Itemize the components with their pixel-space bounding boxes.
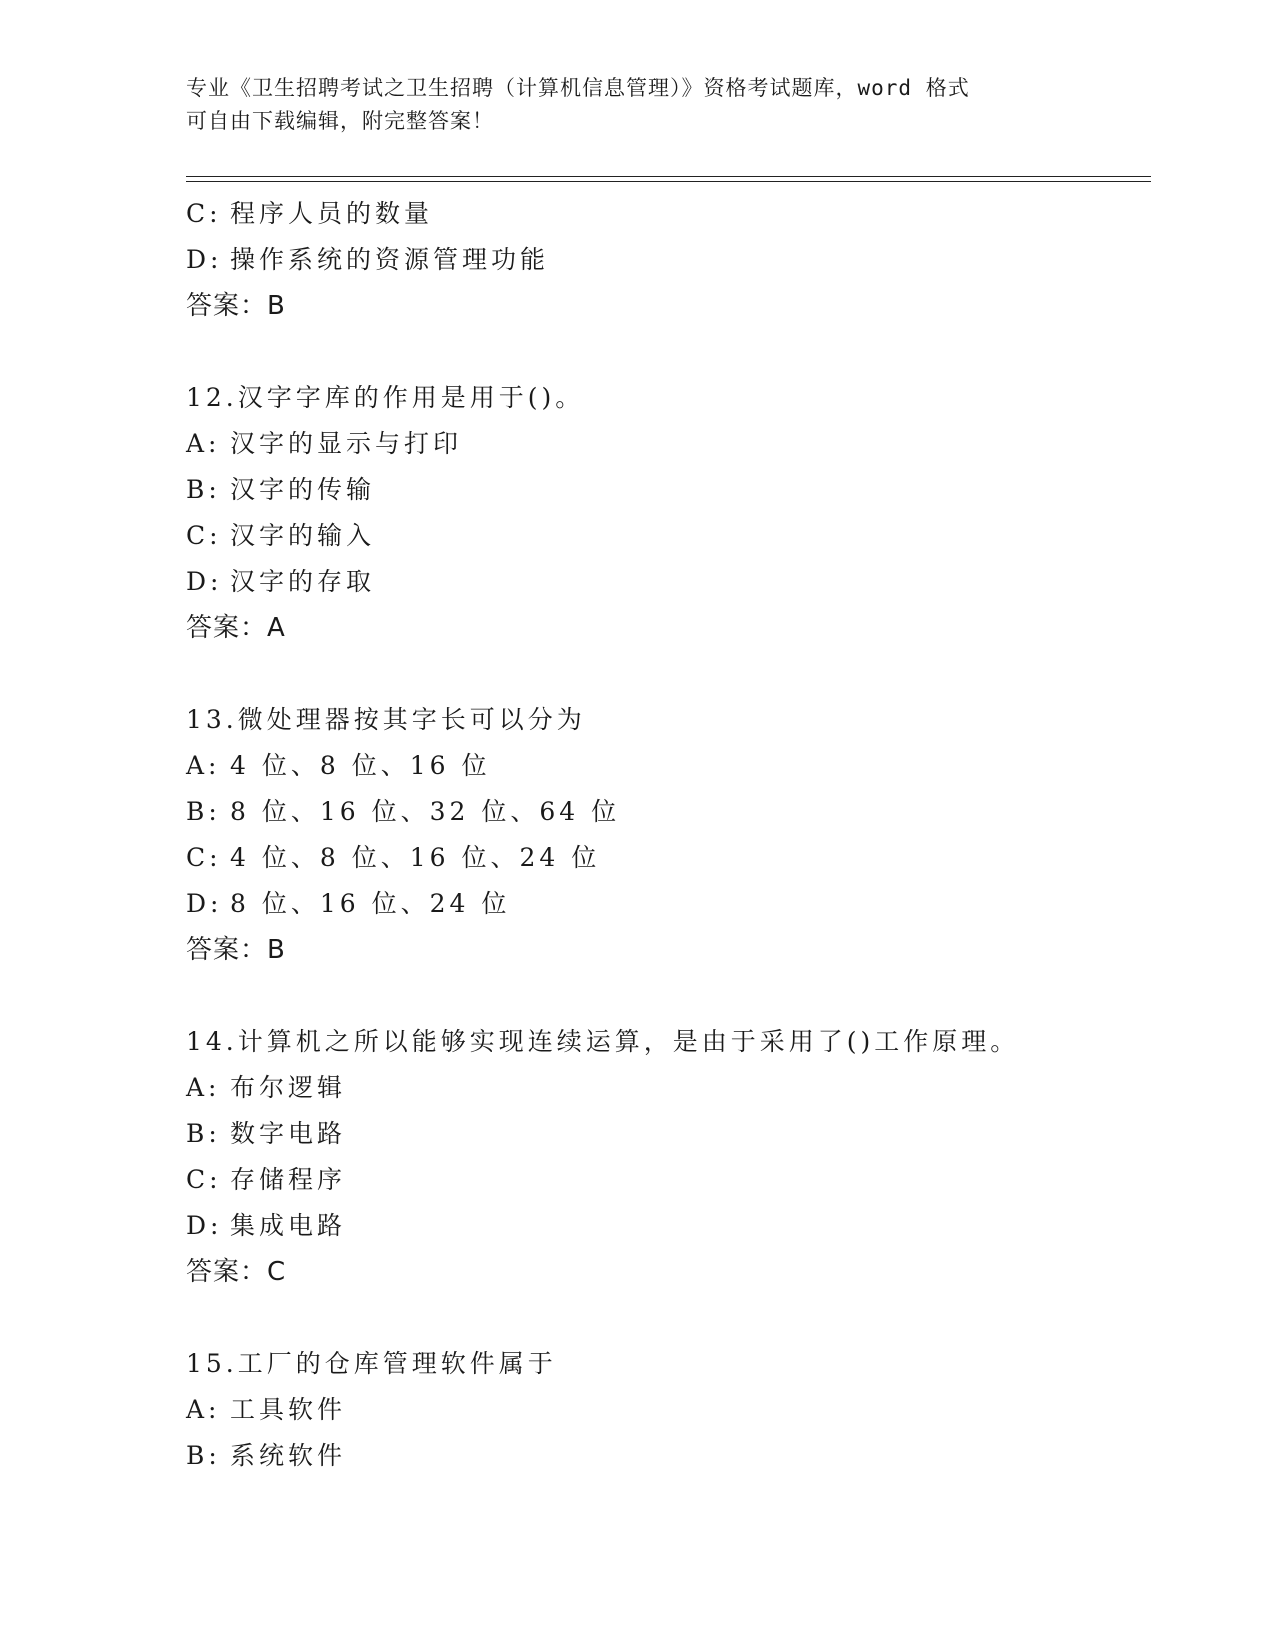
question-stem xyxy=(186,1019,1146,1065)
option-label: C: xyxy=(186,1165,222,1194)
option-b xyxy=(186,789,1146,835)
option-c xyxy=(186,1157,1146,1203)
question-stem xyxy=(186,697,1146,743)
header-title-line-1: 专业《卫生招聘考试之卫生招聘（计算机信息管理）》资格考试题库，word 格式 xyxy=(186,76,970,100)
option-c xyxy=(186,191,1146,237)
option-d xyxy=(186,559,1146,605)
question-text: 微处理器按其字长可以分为 xyxy=(237,705,586,734)
option-label: D: xyxy=(186,1211,223,1240)
option-label: A: xyxy=(186,751,221,780)
question-text: 计算机之所以能够实现连续运算，是由于采用了()工作原理。 xyxy=(237,1027,1020,1056)
option-text: 布尔逻辑 xyxy=(230,1073,347,1102)
option-b xyxy=(186,1111,1146,1157)
question-number: 15. xyxy=(186,1349,238,1378)
option-text: 存储程序 xyxy=(230,1165,347,1194)
header-title-line-2: 可自由下载编辑，附完整答案！ xyxy=(186,109,494,133)
option-text: 汉字的存取 xyxy=(230,567,376,596)
question-number: 13. xyxy=(186,705,238,734)
option-text: 8 位、16 位、32 位、64 位 xyxy=(230,797,621,826)
answer-line: 答案：C xyxy=(186,1257,287,1287)
document-header xyxy=(186,72,1086,138)
question-stem xyxy=(186,375,1146,421)
question-number: 14. xyxy=(186,1027,238,1056)
option-text: 汉字的显示与打印 xyxy=(230,429,463,458)
option-a xyxy=(186,1065,1146,1111)
option-label: A: xyxy=(186,1073,221,1102)
header-divider-bottom xyxy=(186,181,1151,182)
option-label: C: xyxy=(186,521,222,550)
option-text: 4 位、8 位、16 位 xyxy=(230,751,491,780)
option-text: 程序人员的数量 xyxy=(230,199,434,228)
question-text: 工厂的仓库管理软件属于 xyxy=(237,1349,557,1378)
option-label: B: xyxy=(186,1441,221,1470)
option-text: 操作系统的资源管理功能 xyxy=(230,245,550,274)
option-label: C: xyxy=(186,199,222,228)
option-label: B: xyxy=(186,1119,221,1148)
question-gap xyxy=(186,329,1146,375)
option-d xyxy=(186,237,1146,283)
question-number: 12. xyxy=(186,383,238,412)
option-label: D: xyxy=(186,889,223,918)
option-label: A: xyxy=(186,429,221,458)
option-b xyxy=(186,1433,1146,1479)
option-label: D: xyxy=(186,245,223,274)
header-divider-top xyxy=(186,176,1151,177)
option-text: 8 位、16 位、24 位 xyxy=(230,889,511,918)
answer-line: 答案：A xyxy=(186,613,286,643)
option-a xyxy=(186,743,1146,789)
option-a xyxy=(186,421,1146,467)
option-d xyxy=(186,881,1146,927)
answer-line: 答案：B xyxy=(186,935,286,965)
question-list xyxy=(186,191,1146,1479)
question-gap xyxy=(186,973,1146,1019)
option-text: 汉字的传输 xyxy=(230,475,376,504)
option-text: 汉字的输入 xyxy=(230,521,376,550)
option-label: A: xyxy=(186,1395,221,1424)
answer-line: 答案：B xyxy=(186,291,286,321)
question-stem xyxy=(186,1341,1146,1387)
question-text: 汉字字库的作用是用于()。 xyxy=(237,383,585,412)
option-a xyxy=(186,1387,1146,1433)
option-c xyxy=(186,513,1146,559)
option-b xyxy=(186,467,1146,513)
option-label: B: xyxy=(186,475,221,504)
question-gap xyxy=(186,1295,1146,1341)
option-label: B: xyxy=(186,797,221,826)
option-label: D: xyxy=(186,567,223,596)
option-text: 4 位、8 位、16 位、24 位 xyxy=(230,843,601,872)
question-gap xyxy=(186,651,1146,697)
option-text: 集成电路 xyxy=(230,1211,347,1240)
option-label: C: xyxy=(186,843,222,872)
option-text: 数字电路 xyxy=(230,1119,347,1148)
option-d xyxy=(186,1203,1146,1249)
option-text: 系统软件 xyxy=(230,1441,347,1470)
option-text: 工具软件 xyxy=(230,1395,347,1424)
option-c xyxy=(186,835,1146,881)
